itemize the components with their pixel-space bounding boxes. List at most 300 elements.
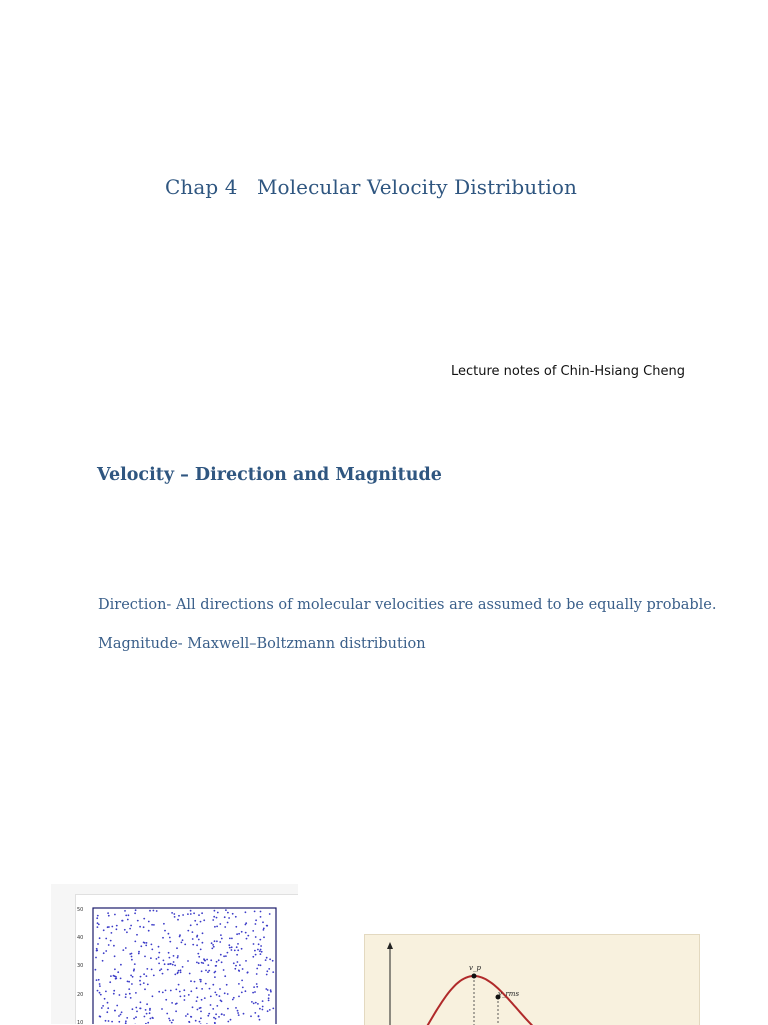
molecule-dot bbox=[181, 942, 183, 944]
molecule-dot bbox=[214, 940, 216, 942]
molecule-dot bbox=[258, 1016, 260, 1018]
molecule-dot bbox=[190, 924, 192, 926]
molecule-dot bbox=[269, 913, 271, 915]
molecule-dot bbox=[147, 984, 149, 986]
molecule-dot bbox=[105, 950, 107, 952]
molecule-dot bbox=[265, 959, 267, 961]
molecule-dot bbox=[105, 938, 107, 940]
molecule-dot bbox=[196, 962, 198, 964]
molecule-dot bbox=[96, 917, 98, 919]
molecule-dot bbox=[227, 922, 229, 924]
molecule-dot bbox=[99, 937, 101, 939]
molecule-dot bbox=[220, 934, 222, 936]
molecule-dot bbox=[121, 1011, 123, 1013]
molecule-dot bbox=[196, 944, 198, 946]
author-credit: Lecture notes of Chin-Hsiang Cheng bbox=[451, 364, 685, 379]
molecule-dot bbox=[215, 1018, 217, 1020]
molecule-dot bbox=[133, 1018, 135, 1020]
molecule-dot bbox=[153, 924, 155, 926]
molecule-dot bbox=[131, 983, 133, 985]
molecule-dot bbox=[129, 993, 131, 995]
molecule-dot bbox=[197, 1009, 199, 1011]
molecule-dot bbox=[221, 1013, 223, 1015]
molecule-dot bbox=[151, 969, 153, 971]
molecule-dot bbox=[143, 918, 145, 920]
molecule-dot bbox=[237, 949, 239, 951]
molecule-dot bbox=[214, 910, 216, 912]
molecule-dot bbox=[172, 1019, 174, 1021]
molecule-dot bbox=[231, 949, 233, 951]
molecule-dot bbox=[259, 1019, 261, 1021]
molecule-dot bbox=[120, 1014, 122, 1016]
molecule-dot bbox=[176, 947, 178, 949]
molecule-dot bbox=[124, 910, 126, 912]
molecule-dot bbox=[97, 926, 99, 928]
molecule-dot bbox=[267, 1010, 269, 1012]
molecule-dot bbox=[238, 996, 240, 998]
molecule-dot bbox=[196, 987, 198, 989]
molecule-dot bbox=[211, 948, 213, 950]
molecule-dot bbox=[107, 912, 109, 914]
molecule-dot bbox=[220, 954, 222, 956]
molecule-dot bbox=[256, 983, 258, 985]
molecule-dot bbox=[177, 957, 179, 959]
molecule-dot bbox=[134, 941, 136, 943]
molecule-dot bbox=[269, 1009, 271, 1011]
molecule-dot bbox=[162, 937, 164, 939]
molecule-dot bbox=[260, 949, 262, 951]
molecule-dot bbox=[270, 989, 272, 991]
molecule-dot bbox=[272, 960, 274, 962]
molecule-dot bbox=[116, 925, 118, 927]
molecule-dot bbox=[138, 953, 140, 955]
molecule-dot bbox=[171, 912, 173, 914]
molecule-dot bbox=[145, 1009, 147, 1011]
molecule-dot bbox=[132, 976, 134, 978]
molecule-dot bbox=[162, 992, 164, 994]
molecule-dot bbox=[163, 923, 165, 925]
molecule-dot bbox=[111, 1021, 113, 1023]
molecule-dot bbox=[188, 994, 190, 996]
molecule-dot bbox=[256, 973, 258, 975]
molecule-dot bbox=[199, 1021, 201, 1023]
molecule-dot bbox=[262, 1000, 264, 1002]
molecule-dot bbox=[97, 990, 99, 992]
molecule-dot bbox=[257, 949, 259, 951]
molecule-dot bbox=[259, 950, 261, 952]
molecule-dot bbox=[140, 945, 142, 947]
molecule-dot bbox=[135, 1016, 137, 1018]
molecule-dot bbox=[152, 1017, 154, 1019]
molecule-dot bbox=[231, 938, 233, 940]
molecule-dot bbox=[160, 968, 162, 970]
molecule-dot bbox=[209, 988, 211, 990]
molecule-dot bbox=[256, 968, 258, 970]
molecule-dot bbox=[189, 973, 191, 975]
molecule-dot bbox=[167, 963, 169, 965]
molecule-dot bbox=[174, 916, 176, 918]
molecule-dot bbox=[190, 913, 192, 915]
molecule-dot bbox=[233, 962, 235, 964]
molecule-dot bbox=[224, 992, 226, 994]
molecule-dot bbox=[226, 984, 228, 986]
molecule-dot bbox=[214, 972, 216, 974]
molecule-dot bbox=[200, 979, 202, 981]
molecule-dot bbox=[108, 1020, 110, 1022]
molecule-dot bbox=[202, 942, 204, 944]
molecule-dot bbox=[96, 979, 98, 981]
y-tick-10: 10 bbox=[77, 1020, 83, 1024]
molecule-dot bbox=[158, 991, 160, 993]
container-box bbox=[93, 908, 276, 1024]
molecule-dot bbox=[260, 916, 262, 918]
molecule-dot bbox=[99, 983, 101, 985]
molecule-dot bbox=[113, 990, 115, 992]
molecule-dot bbox=[148, 921, 150, 923]
molecule-dot bbox=[272, 1008, 274, 1010]
molecule-dot bbox=[205, 983, 207, 985]
molecule-dot bbox=[107, 1007, 109, 1009]
molecule-scatter-figure bbox=[51, 884, 298, 1024]
molecule-dot bbox=[235, 926, 237, 928]
molecule-dot bbox=[143, 982, 145, 984]
molecule-dot bbox=[170, 990, 172, 992]
molecule-dot bbox=[235, 1007, 237, 1009]
molecule-dot bbox=[200, 1011, 202, 1013]
molecule-dot bbox=[169, 941, 171, 943]
molecule-dot bbox=[204, 959, 206, 961]
molecule-dot bbox=[213, 916, 215, 918]
molecule-dot bbox=[218, 1016, 220, 1018]
molecule-dot bbox=[246, 938, 248, 940]
molecule-dot bbox=[144, 1016, 146, 1018]
molecule-dot bbox=[204, 997, 206, 999]
molecule-dot bbox=[219, 988, 221, 990]
molecule-dot bbox=[207, 1015, 209, 1017]
molecule-dot bbox=[174, 974, 176, 976]
molecule-dot bbox=[134, 963, 136, 965]
molecule-dot bbox=[105, 1020, 107, 1022]
molecule-dot bbox=[258, 964, 260, 966]
molecule-dot bbox=[152, 995, 154, 997]
molecule-dot bbox=[146, 1003, 148, 1005]
magnitude-text: Magnitude- Maxwell–Boltzmann distribution bbox=[98, 636, 426, 652]
molecule-dot bbox=[269, 958, 271, 960]
molecule-dot bbox=[260, 953, 262, 955]
molecule-dot bbox=[245, 932, 247, 934]
molecule-dot bbox=[268, 997, 270, 999]
molecule-dot bbox=[268, 1000, 270, 1002]
molecule-dot bbox=[210, 959, 212, 961]
molecule-dot bbox=[115, 978, 117, 980]
molecule-dot bbox=[130, 997, 132, 999]
molecule-dot bbox=[124, 929, 126, 931]
molecule-dot bbox=[184, 995, 186, 997]
molecule-dot bbox=[257, 1003, 259, 1005]
molecule-dot bbox=[203, 919, 205, 921]
molecule-dot bbox=[207, 971, 209, 973]
molecule-dot bbox=[126, 931, 128, 933]
molecule-dot bbox=[180, 971, 182, 973]
molecule-dot bbox=[190, 990, 192, 992]
molecule-dot bbox=[201, 988, 203, 990]
molecule-dot bbox=[227, 952, 229, 954]
molecule-dot bbox=[144, 956, 146, 958]
molecule-dot bbox=[156, 910, 158, 912]
molecule-dot bbox=[190, 910, 192, 912]
molecule-dot bbox=[245, 990, 247, 992]
molecule-dot bbox=[111, 926, 113, 928]
molecule-dot bbox=[131, 956, 133, 958]
molecule-dot bbox=[221, 1000, 223, 1002]
molecule-dot bbox=[227, 993, 229, 995]
molecule-dot bbox=[125, 993, 127, 995]
molecule-dot bbox=[224, 916, 226, 918]
molecule-dot bbox=[113, 945, 115, 947]
molecule-dot bbox=[245, 960, 247, 962]
molecule-dot bbox=[212, 984, 214, 986]
molecule-dot bbox=[149, 910, 151, 912]
molecule-dot bbox=[145, 945, 147, 947]
molecule-dot bbox=[259, 1008, 261, 1010]
molecule-dot bbox=[223, 1014, 225, 1016]
molecule-dot bbox=[235, 916, 237, 918]
molecule-dot bbox=[216, 961, 218, 963]
molecule-dot bbox=[243, 1013, 245, 1015]
molecule-dot bbox=[146, 968, 148, 970]
molecule-dot bbox=[207, 964, 209, 966]
molecule-dot bbox=[227, 1008, 229, 1010]
molecule-dot bbox=[177, 919, 179, 921]
molecule-dot bbox=[206, 959, 208, 961]
molecule-dot bbox=[116, 1005, 118, 1007]
molecule-dot bbox=[223, 955, 225, 957]
molecule-dot bbox=[143, 942, 145, 944]
molecule-dot bbox=[238, 983, 240, 985]
molecule-dot bbox=[146, 975, 148, 977]
molecule-dot bbox=[114, 955, 116, 957]
molecule-dot bbox=[128, 981, 130, 983]
molecule-dot bbox=[144, 988, 146, 990]
molecule-dot bbox=[250, 1015, 252, 1017]
molecule-dot bbox=[254, 911, 256, 913]
molecule-dot bbox=[149, 1012, 151, 1014]
y-tick-30: 30 bbox=[77, 963, 83, 969]
molecule-dot bbox=[245, 924, 247, 926]
molecule-dot bbox=[96, 948, 98, 950]
molecule-dot bbox=[109, 981, 111, 983]
molecule-dot bbox=[177, 972, 179, 974]
molecule-dot bbox=[266, 974, 268, 976]
molecule-dot bbox=[252, 992, 254, 994]
molecule-dot bbox=[108, 944, 110, 946]
molecule-dot bbox=[140, 1001, 142, 1003]
molecule-dot bbox=[230, 1019, 232, 1021]
molecule-dot bbox=[251, 1001, 253, 1003]
molecule-dot bbox=[105, 991, 107, 993]
molecule-dot bbox=[164, 963, 166, 965]
molecule-dot bbox=[182, 914, 184, 916]
molecule-dot bbox=[260, 945, 262, 947]
molecule-dot bbox=[129, 928, 131, 930]
molecule-dot bbox=[192, 1006, 194, 1008]
molecule-dot bbox=[242, 987, 244, 989]
molecule-dot bbox=[136, 1011, 138, 1013]
molecule-dot bbox=[97, 943, 99, 945]
molecule-scatter-plot bbox=[76, 895, 298, 1024]
molecule-dot bbox=[196, 1000, 198, 1002]
molecule-dot bbox=[125, 1020, 127, 1022]
molecule-dot bbox=[239, 964, 241, 966]
molecule-dot bbox=[200, 921, 202, 923]
molecule-dot bbox=[205, 970, 207, 972]
molecule-dot bbox=[153, 910, 155, 912]
molecule-dot bbox=[166, 1013, 168, 1015]
molecule-dot bbox=[120, 978, 122, 980]
molecule-dot bbox=[174, 965, 176, 967]
molecule-dot bbox=[201, 912, 203, 914]
molecule-dot bbox=[149, 1009, 151, 1011]
molecule-dot bbox=[262, 1009, 264, 1011]
molecule-dot bbox=[238, 1014, 240, 1016]
molecule-dot bbox=[163, 960, 165, 962]
molecule-dot bbox=[260, 911, 262, 913]
molecule-dot bbox=[213, 1017, 215, 1019]
molecule-dot bbox=[130, 925, 132, 927]
molecule-dot bbox=[215, 965, 217, 967]
distribution-curve bbox=[390, 976, 610, 1025]
molecule-dot bbox=[266, 970, 268, 972]
molecule-dot bbox=[127, 981, 129, 983]
molecule-dot bbox=[190, 980, 192, 982]
molecule-dot bbox=[168, 952, 170, 954]
molecule-dot bbox=[219, 923, 221, 925]
molecule-dot bbox=[177, 955, 179, 957]
molecule-dot bbox=[110, 975, 112, 977]
molecule-dot bbox=[147, 1022, 149, 1024]
molecule-dot bbox=[236, 954, 238, 956]
molecule-dot bbox=[259, 939, 261, 941]
molecule-dot bbox=[216, 917, 218, 919]
molecule-dot bbox=[175, 1003, 177, 1005]
molecule-dot bbox=[270, 991, 272, 993]
page-title: Chap 4 Molecular Velocity Distribution bbox=[165, 175, 577, 199]
y-axis-arrow bbox=[387, 942, 393, 949]
molecule-dot bbox=[125, 947, 127, 949]
molecule-dot bbox=[236, 933, 238, 935]
maxwell-boltzmann-plot bbox=[365, 935, 699, 1025]
molecule-dot bbox=[151, 944, 153, 946]
molecule-dot bbox=[266, 925, 268, 927]
molecule-dot bbox=[210, 1004, 212, 1006]
molecule-dot bbox=[165, 999, 167, 1001]
molecule-dot bbox=[103, 952, 105, 954]
molecule-dot bbox=[135, 1007, 137, 1009]
molecule-dot bbox=[212, 919, 214, 921]
molecule-dot bbox=[187, 930, 189, 932]
molecule-dot bbox=[262, 1006, 264, 1008]
molecule-dot bbox=[201, 999, 203, 1001]
molecule-dot bbox=[233, 997, 235, 999]
molecule-dot bbox=[187, 1013, 189, 1015]
molecule-dot bbox=[158, 957, 160, 959]
molecule-dot bbox=[162, 973, 164, 975]
rms-label: v_rms bbox=[498, 990, 519, 998]
molecule-dot bbox=[173, 955, 175, 957]
molecule-dot bbox=[156, 958, 158, 960]
molecule-dot bbox=[128, 988, 130, 990]
molecule-dot bbox=[190, 1016, 192, 1018]
molecule-dot bbox=[95, 969, 97, 971]
molecule-dot bbox=[125, 915, 127, 917]
molecule-dot bbox=[272, 971, 274, 973]
molecule-dot bbox=[108, 915, 110, 917]
molecule-dot bbox=[213, 946, 215, 948]
molecule-dot bbox=[150, 957, 152, 959]
molecule-dot bbox=[101, 1007, 103, 1009]
molecule-dot bbox=[97, 915, 99, 917]
molecule-dot bbox=[150, 1018, 152, 1020]
molecule-dot bbox=[200, 949, 202, 951]
molecule-dot bbox=[254, 950, 256, 952]
molecule-dot bbox=[108, 926, 110, 928]
molecule-dot bbox=[120, 964, 122, 966]
molecule-dot bbox=[216, 1005, 218, 1007]
molecule-dot bbox=[234, 950, 236, 952]
molecule-dot bbox=[161, 1008, 163, 1010]
molecule-dot bbox=[100, 994, 102, 996]
molecule-dot bbox=[208, 1013, 210, 1015]
molecule-dot bbox=[140, 1008, 142, 1010]
molecule-dot bbox=[171, 1002, 173, 1004]
molecule-dot bbox=[148, 930, 150, 932]
molecule-dot bbox=[187, 960, 189, 962]
molecule-dot bbox=[122, 949, 124, 951]
molecule-dot bbox=[180, 969, 182, 971]
molecule-dot bbox=[137, 920, 139, 922]
molecule-dot bbox=[158, 946, 160, 948]
molecule-dot bbox=[189, 1021, 191, 1023]
molecule-dot bbox=[218, 959, 220, 961]
molecule-dot bbox=[194, 920, 196, 922]
molecule-dot bbox=[214, 976, 216, 978]
molecule-dot bbox=[183, 989, 185, 991]
molecule-dot bbox=[265, 988, 267, 990]
molecule-dot bbox=[255, 919, 257, 921]
molecule-dot bbox=[261, 951, 263, 953]
molecule-dot bbox=[252, 930, 254, 932]
molecule-dot bbox=[169, 1020, 171, 1022]
molecule-dot bbox=[131, 959, 133, 961]
molecule-dot bbox=[113, 975, 115, 977]
molecule-dot bbox=[158, 952, 160, 954]
molecule-dot bbox=[178, 915, 180, 917]
molecule-dot bbox=[268, 968, 270, 970]
molecule-dot bbox=[198, 939, 200, 941]
molecule-dot bbox=[164, 930, 166, 932]
molecule-dot bbox=[224, 975, 226, 977]
molecule-dot bbox=[114, 968, 116, 970]
molecule-dot bbox=[225, 955, 227, 957]
molecule-dot bbox=[158, 963, 160, 965]
molecule-dot bbox=[235, 965, 237, 967]
molecule-dot bbox=[216, 926, 218, 928]
molecule-dot bbox=[159, 970, 161, 972]
molecule-dot bbox=[116, 928, 118, 930]
molecule-dot bbox=[140, 984, 142, 986]
molecule-dot bbox=[111, 932, 113, 934]
molecule-dot bbox=[241, 980, 243, 982]
